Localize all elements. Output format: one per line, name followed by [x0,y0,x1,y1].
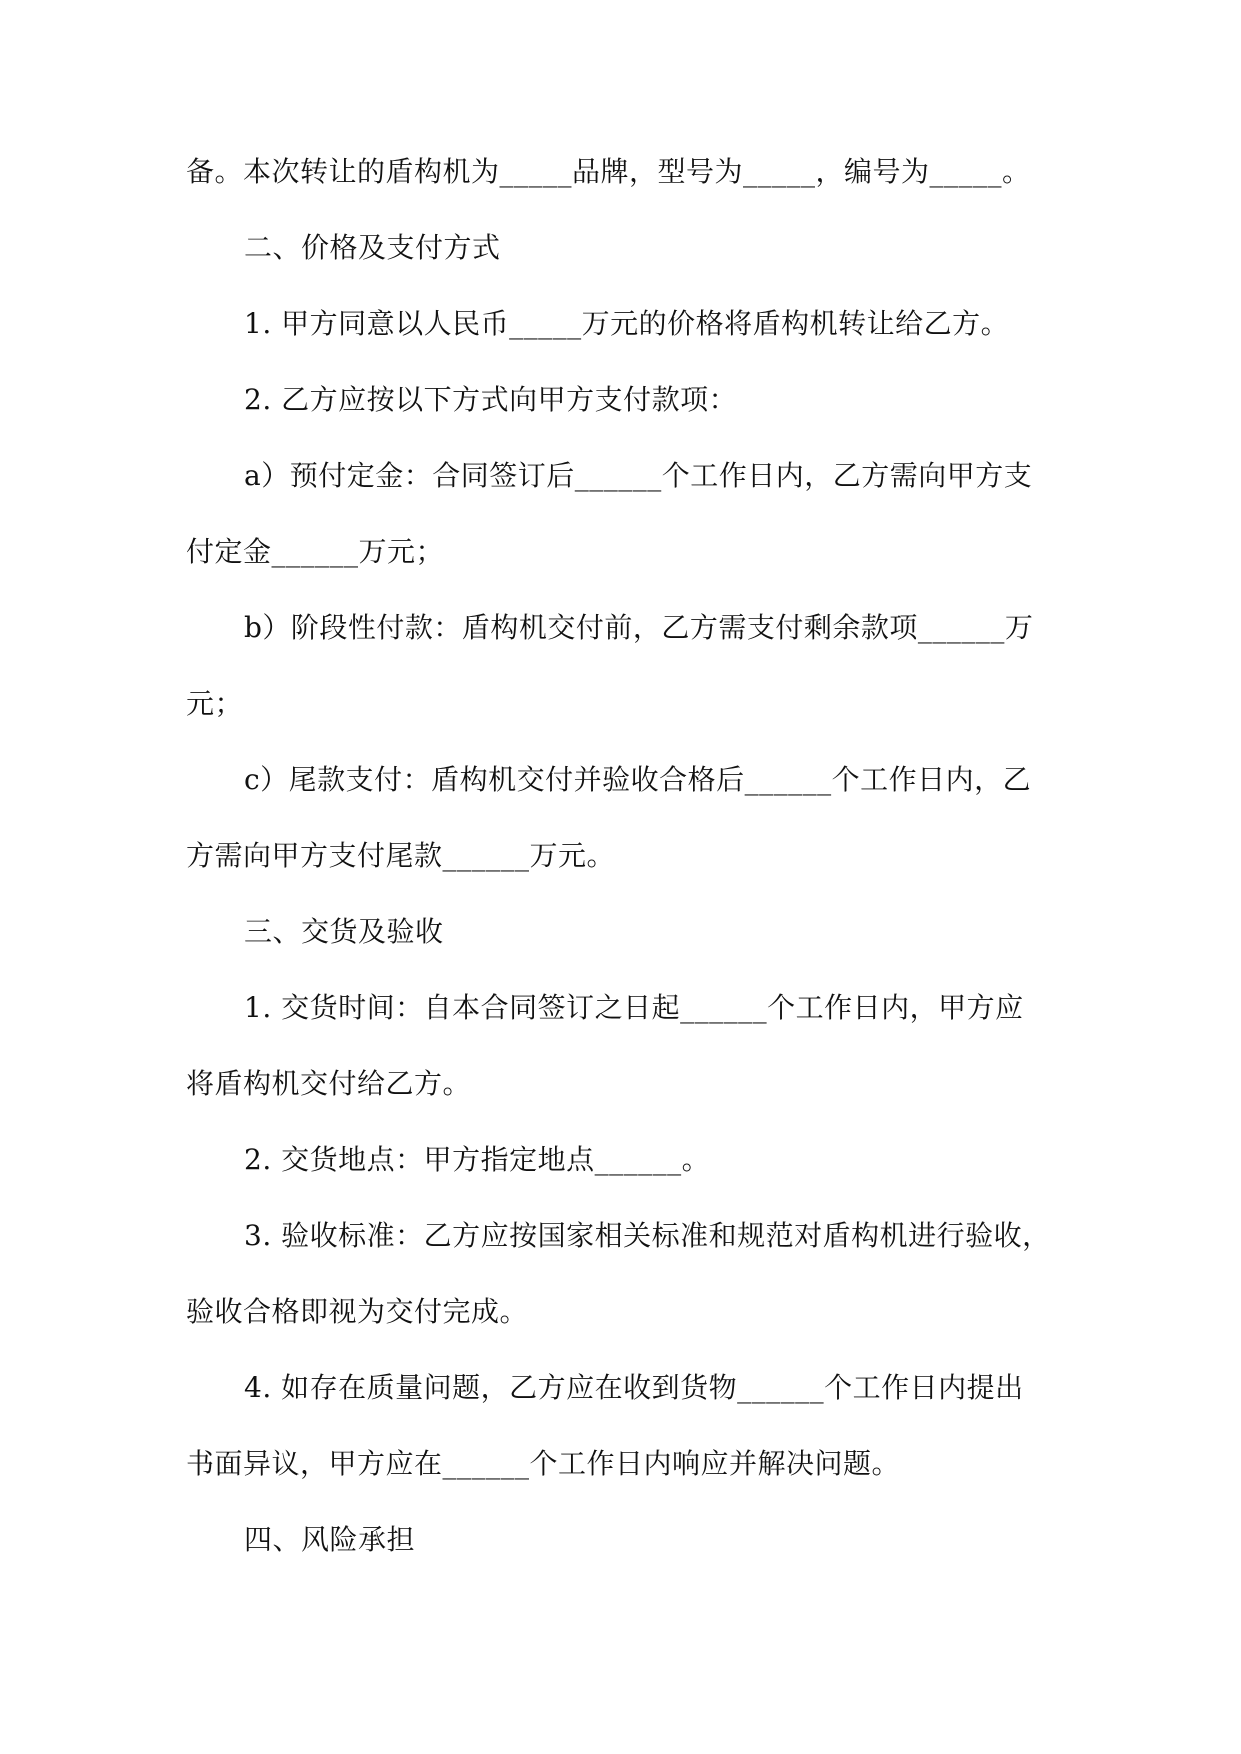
paragraph-line: 备。本次转让的盾构机为_____品牌，型号为_____，编号为_____。 [186,155,1031,188]
paragraph-line: a）预付定金：合同签订后______个工作日内，乙方需向甲方支 [244,459,1033,492]
paragraph-line: 元； [186,687,244,720]
paragraph-line: 验收合格即视为交付完成。 [186,1295,529,1328]
document-body [186,142,1056,1586]
paragraph-line: 3. 验收标准：乙方应按国家相关标准和规范对盾构机进行验收， [244,1219,1051,1252]
paragraph-line: c）尾款支付：盾构机交付并验收合格后______个工作日内，乙 [244,763,1032,796]
paragraph-line: b）阶段性付款：盾构机交付前，乙方需支付剩余款项______万 [244,611,1034,644]
paragraph-line: 付定金______万元； [186,535,445,568]
paragraph-line: 1. 交货时间：自本合同签订之日起______个工作日内，甲方应 [244,991,1024,1024]
paragraph-line: 4. 如存在质量问题，乙方应在收到货物______个工作日内提出 [244,1371,1024,1404]
section-heading: 四、风险承担 [244,1523,416,1556]
paragraph-line: 2. 乙方应按以下方式向甲方支付款项： [244,383,738,416]
paragraph-line: 书面异议，甲方应在______个工作日内响应并解决问题。 [186,1447,901,1480]
paragraph-line: 2. 交货地点：甲方指定地点______。 [244,1143,711,1176]
paragraph-line: 将盾构机交付给乙方。 [186,1067,472,1100]
section-heading: 二、价格及支付方式 [244,231,501,264]
paragraph-line: 方需向甲方支付尾款______万元。 [186,839,616,872]
section-heading: 三、交货及验收 [244,915,444,948]
paragraph-line: 1. 甲方同意以人民币_____万元的价格将盾构机转让给乙方。 [244,307,1010,340]
